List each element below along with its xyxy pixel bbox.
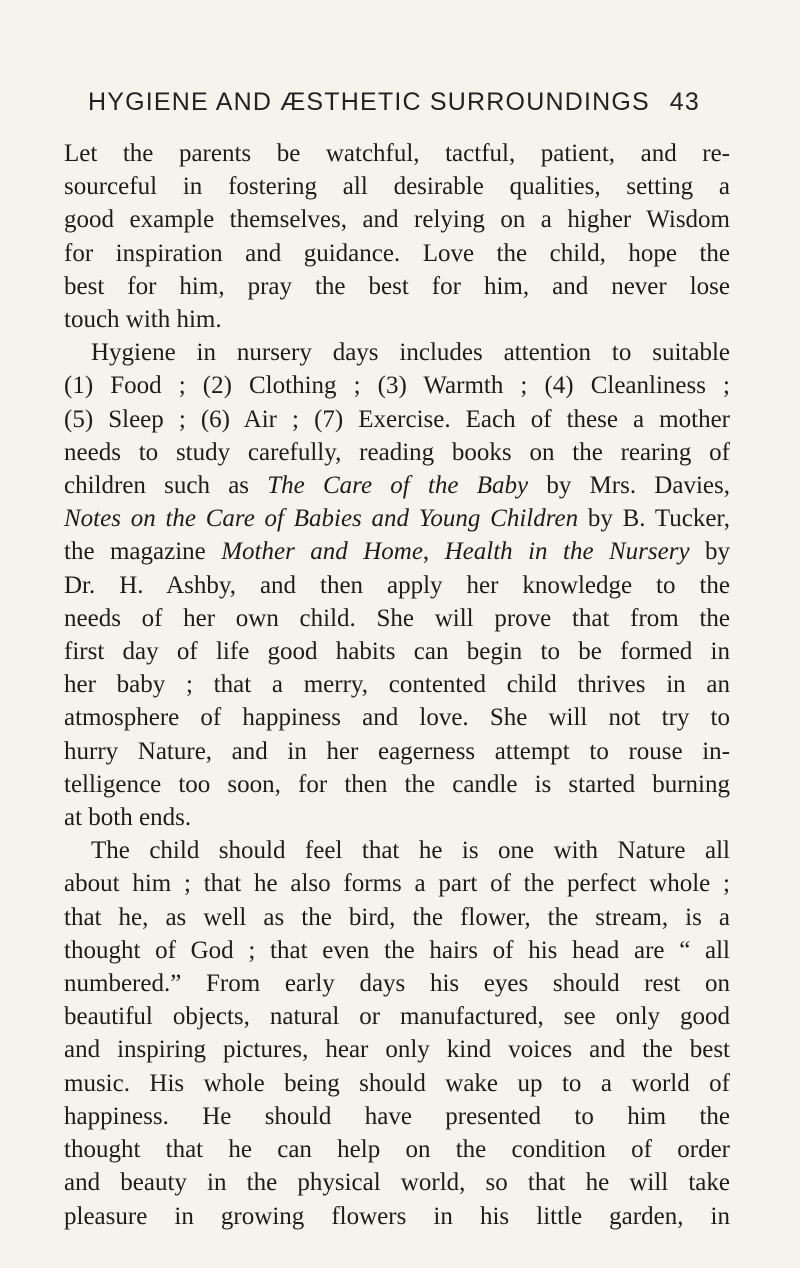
text-line: Let the parents be watchful, tactful, patient, and re- xyxy=(64,140,730,167)
text-run: children such as xyxy=(64,472,268,500)
paragraph-1 xyxy=(64,137,730,336)
running-head xyxy=(88,88,700,117)
text-line: beautiful objects, natural or manufactured, see only good xyxy=(64,1003,730,1031)
text-line: (5) Sleep ; (6) Air ; (7) Exercise. Each of these a mother xyxy=(64,405,730,433)
text-line: happiness. He should have presented to him the xyxy=(64,1102,730,1130)
text-line: that he, as well as the bird, the flower, the stream, is a xyxy=(64,903,730,931)
text-line: Hygiene in nursery days includes attention to suitable xyxy=(91,339,730,367)
text-line: touch with him. xyxy=(64,306,222,334)
text-run: the magazine xyxy=(64,538,222,566)
text-run: , xyxy=(422,538,445,566)
text-line: her baby ; that a merry, contented child thrives in an xyxy=(64,671,730,699)
text-line: at both ends. xyxy=(64,804,192,832)
text-line: The child should feel that he is one with Nature all xyxy=(91,837,730,865)
text-run: by B. Tucker, xyxy=(578,505,730,533)
text-line: sourceful in fostering all desirable qualities, setting a xyxy=(64,173,730,201)
paragraph-2 xyxy=(64,336,730,834)
text-line: needs to study carefully, reading books on the rearing of xyxy=(64,438,730,466)
text-line xyxy=(64,469,730,502)
text-line: best for him, pray the best for him, and never lose xyxy=(64,272,730,300)
text-line: and inspiring pictures, hear only kind voices and the best xyxy=(64,1036,730,1064)
text-line: thought that he can help on the condition of order xyxy=(64,1136,730,1164)
text-line: atmosphere of happiness and love. She will not try to xyxy=(64,704,730,732)
text-line: needs of her own child. She will prove that from the xyxy=(64,604,730,632)
text-line: telligence too soon, for then the candle is started burning xyxy=(64,770,730,798)
text-line: for inspiration and guidance. Love the child, hope the xyxy=(64,239,730,267)
chapter-title: HYGIENE AND ÆSTHETIC SURROUNDINGS xyxy=(88,88,650,116)
text-line: (1) Food ; (2) Clothing ; (3) Warmth ; (4) Cleanliness ; xyxy=(64,372,730,400)
text-run: by Mrs. Davies, xyxy=(528,472,730,500)
text-run: by xyxy=(689,538,731,566)
text-line: numbered.” From early days his eyes should rest on xyxy=(64,970,730,998)
text-line: thought of God ; that even the hairs of his head are “ all xyxy=(64,936,730,964)
page-number: 43 xyxy=(669,88,700,116)
book-title: The Care of the Baby xyxy=(267,472,529,500)
magazine-title: Mother and Home xyxy=(221,538,423,566)
text-line: good example themselves, and relying on a higher Wisdom xyxy=(64,206,730,234)
body-text xyxy=(64,137,730,1233)
text-line: hurry Nature, and in her eagerness attempt to rouse in- xyxy=(64,737,730,765)
text-line xyxy=(64,502,730,535)
text-line: first day of life good habits can begin to be formed in xyxy=(64,638,730,666)
text-line: pleasure in growing flowers in his little garden, in xyxy=(64,1202,730,1230)
paragraph-3 xyxy=(64,834,730,1232)
text-line xyxy=(64,535,730,568)
book-title: Health in the Nursery xyxy=(444,538,690,566)
text-line: and beauty in the physical world, so that he will take xyxy=(64,1169,730,1197)
book-title: Notes on the Care of Babies and Young Children xyxy=(64,505,579,533)
text-line: Dr. H. Ashby, and then apply her knowledge to the xyxy=(64,571,730,599)
text-line: about him ; that he also forms a part of the perfect whole ; xyxy=(64,870,730,898)
text-line: music. His whole being should wake up to a world of xyxy=(64,1069,730,1097)
